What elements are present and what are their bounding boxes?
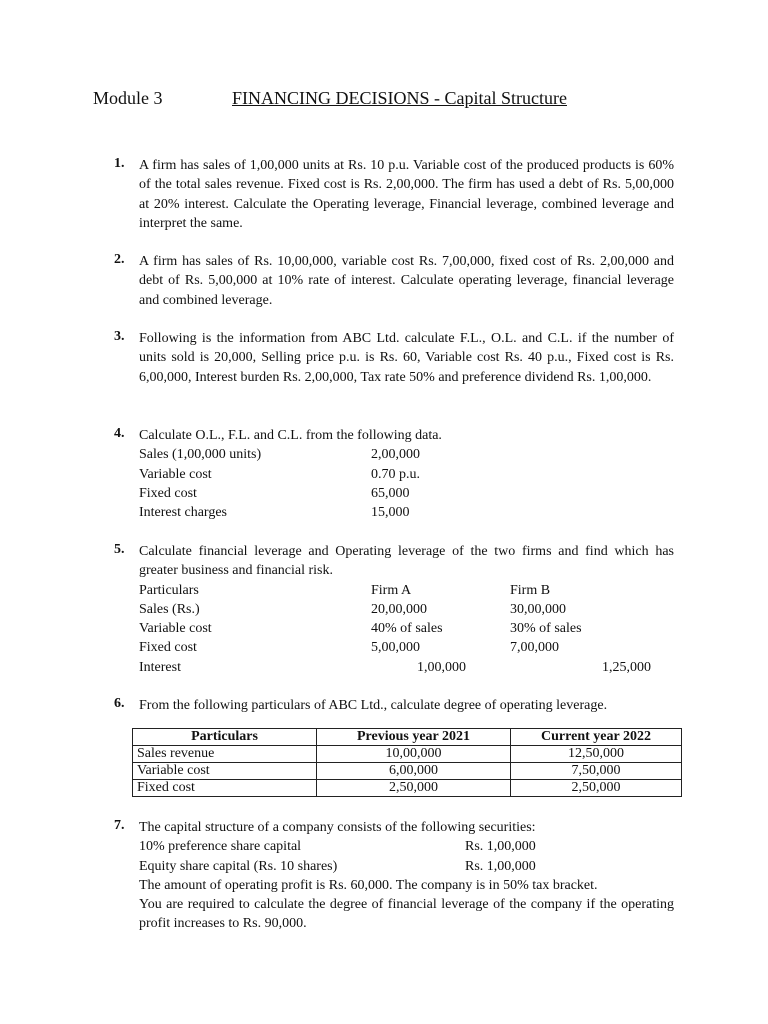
row-value: Rs. 1,00,000 [465,839,536,855]
firm-b-value: 1,25,000 [602,659,651,675]
question-6 [114,696,674,715]
question-5 [114,542,674,677]
particulars-table [132,728,682,797]
question-text: Calculate O.L., F.L. and C.L. from the following data. [139,428,442,443]
table-cell: 2,50,000 [511,780,682,797]
table-cell: 12,50,000 [511,746,682,763]
data-row [139,465,674,484]
row-value: Rs. 1,00,000 [465,858,536,874]
question-number: 7. [114,818,125,833]
question-number: 3. [114,329,125,344]
question-4 [114,426,674,522]
col-header-firm-b: Firm B [510,582,551,598]
table-row [133,780,682,797]
table-header-cell: Current year 2022 [511,729,682,746]
question-number: 6. [114,696,125,711]
firm-b-value: 7,00,000 [510,640,559,656]
col-header-firm-a: Firm A [371,582,412,598]
row-value: 2,00,000 [371,447,420,463]
data-row [139,857,674,876]
data-row [139,503,674,522]
page-title: FINANCING DECISIONS - Capital Structure [232,88,567,108]
question-number: 5. [114,542,125,557]
firm-a-value: 20,00,000 [371,601,427,617]
row-label: Variable cost [139,621,212,637]
row-label: Interest charges [139,505,227,521]
question-text-2: The amount of operating profit is Rs. 60,000. The company is in 50% tax bracket. [139,877,598,893]
question-7 [114,818,674,934]
row-label: Sales (1,00,000 units) [139,447,262,463]
firm-a-value: 40% of sales [371,621,443,637]
row-label: Fixed cost [139,485,197,501]
question-text: A firm has sales of 1,00,000 units at Rs. 10 p.u. Variable cost of the produced products is 60% of the total sales revenue. Fixed cost is Rs. 2,00,000. The firm has used a debt of Rs. 5,00,000 at 20% interest. Calculate the Operating leverage, Financial leverage, combined leverage and interpret the same. [139,158,674,231]
data-row [139,658,674,677]
table-header-cell: Previous year 2021 [317,729,511,746]
table-header-cell: Particulars [133,729,317,746]
data-row [139,837,674,856]
question-text: From the following particulars of ABC Ltd., calculate degree of operating leverage. [139,698,608,713]
row-label: Equity share capital (Rs. 10 shares) [139,858,338,874]
row-value: 65,000 [371,485,410,501]
question-number: 2. [114,252,125,267]
table-cell: 6,00,000 [317,763,511,780]
data-row [139,484,674,503]
firm-a-value: 5,00,000 [371,640,420,656]
question-text: Calculate financial leverage and Operating leverage of the two firms and find which has greater business and financial risk. [139,544,674,579]
col-header-particulars: Particulars [139,582,199,598]
question-3 [114,329,674,387]
question-1 [114,156,674,233]
firm-a-value: 1,00,000 [417,659,466,675]
page-header [93,88,693,112]
row-label: Interest [139,659,181,675]
data-header-row [139,581,674,600]
row-value: 0.70 p.u. [371,466,420,482]
row-value: 15,000 [371,505,410,521]
question-text-3: You are required to calculate the degree of financial leverage of the company if the operating profit increases to Rs. 90,000. [139,897,674,932]
firm-b-value: 30,00,000 [510,601,566,617]
question-number: 4. [114,426,125,441]
table-cell: Variable cost [133,763,317,780]
row-label: Fixed cost [139,640,197,656]
table-row [133,763,682,780]
question-text: Following is the information from ABC Ltd. calculate F.L., O.L. and C.L. if the number of units sold is 20,000, Selling price p.u. is Rs. 60, Variable cost Rs. 40 p.u., Fixed cost is Rs. 6,00,000, Interest burden Rs. 2,00,000, Tax rate 50% and preference dividend Rs. 1,00,000. [139,331,674,385]
data-row [139,445,674,464]
question-text: The capital structure of a company consists of the following securities: [139,820,536,835]
row-label: 10% preference share capital [139,839,302,855]
question-number: 1. [114,156,125,171]
table-cell: 7,50,000 [511,763,682,780]
table-cell: 10,00,000 [317,746,511,763]
table-cell: Fixed cost [133,780,317,797]
firm-b-value: 30% of sales [510,621,582,637]
table-cell: 2,50,000 [317,780,511,797]
question-2 [114,252,674,310]
module-label: Module 3 [93,88,163,108]
table-header-row [133,729,682,746]
data-row [139,600,674,619]
row-label: Variable cost [139,466,212,482]
question-text: A firm has sales of Rs. 10,00,000, variable cost Rs. 7,00,000, fixed cost of Rs. 2,00,000 and debt of Rs. 5,00,000 at 10% rate of interest. Calculate operating leverage, financial leverage and combined leverage. [139,254,674,308]
row-label: Sales (Rs.) [139,601,200,617]
table-cell: Sales revenue [133,746,317,763]
table-row [133,746,682,763]
data-row [139,638,674,657]
data-row [139,619,674,638]
